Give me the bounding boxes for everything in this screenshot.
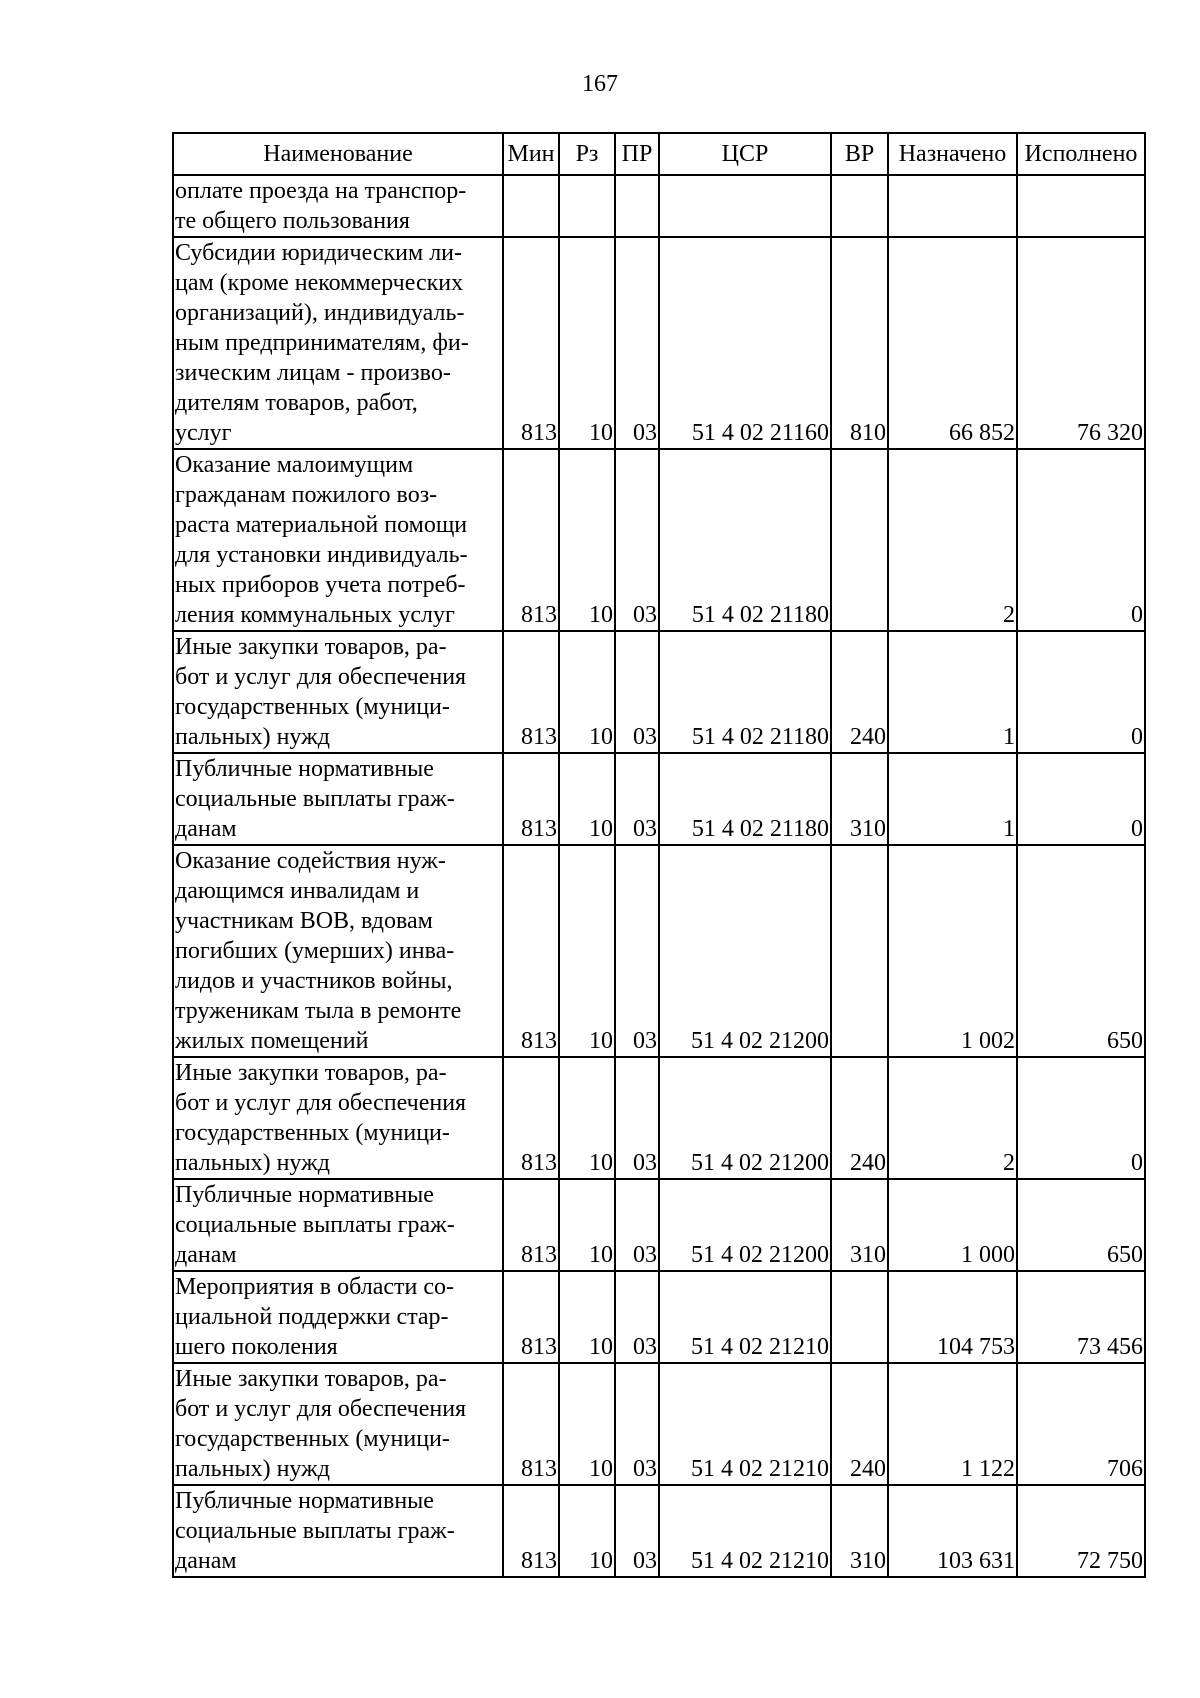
cell-executed: 0 — [1017, 449, 1145, 631]
cell-executed: 650 — [1017, 845, 1145, 1057]
name-line: гражданам пожилого воз- — [175, 482, 438, 508]
name-line: государственных (муници- — [175, 694, 450, 720]
cell-executed: 0 — [1017, 631, 1145, 753]
header-vr: ВР — [831, 133, 888, 175]
cell-csr: 51 4 02 21200 — [659, 1057, 831, 1179]
table-row — [173, 845, 1145, 1057]
cell-assigned: 103 631 — [888, 1485, 1017, 1577]
name-line: социальные выплаты граж- — [175, 1212, 455, 1238]
name-line: участникам ВОВ, вдовам — [175, 908, 433, 934]
name-line: государственных (муници- — [175, 1120, 450, 1146]
cell-assigned: 1 — [888, 753, 1017, 845]
cell-vr: 810 — [831, 237, 888, 449]
cell-pr: 03 — [615, 845, 659, 1057]
name-line: Оказание содействия нуж- — [175, 848, 446, 874]
cell-pr: 03 — [615, 631, 659, 753]
header-executed: Исполнено — [1017, 133, 1145, 175]
cell-rz: 10 — [559, 1271, 615, 1363]
cell-rz: 10 — [559, 631, 615, 753]
name-line: Иные закупки товаров, ра- — [175, 1366, 447, 1392]
cell-min: 813 — [503, 1363, 559, 1485]
cell-executed: 76 320 — [1017, 237, 1145, 449]
table-row — [173, 631, 1145, 753]
cell-min: 813 — [503, 631, 559, 753]
table-row — [173, 449, 1145, 631]
cell-name — [173, 1363, 503, 1485]
cell-vr — [831, 449, 888, 631]
header-min: Мин — [503, 133, 559, 175]
cell-csr — [659, 175, 831, 237]
cell-vr: 310 — [831, 1179, 888, 1271]
cell-min: 813 — [503, 1485, 559, 1577]
name-line: цам (кроме некоммерческих — [175, 270, 464, 296]
cell-pr — [615, 175, 659, 237]
name-line: для установки индивидуаль- — [175, 542, 468, 568]
name-line: государственных (муници- — [175, 1426, 450, 1452]
cell-min: 813 — [503, 449, 559, 631]
name-line: циальной поддержки стар- — [175, 1304, 449, 1330]
table-row — [173, 1363, 1145, 1485]
table-header-row — [173, 133, 1145, 175]
cell-min: 813 — [503, 1271, 559, 1363]
cell-rz: 10 — [559, 237, 615, 449]
cell-name — [173, 753, 503, 845]
table-row — [173, 1179, 1145, 1271]
cell-csr: 51 4 02 21180 — [659, 631, 831, 753]
cell-assigned: 66 852 — [888, 237, 1017, 449]
table-row — [173, 1485, 1145, 1577]
name-line: бот и услуг для обеспечения — [175, 1090, 467, 1116]
budget-table — [172, 132, 1146, 1578]
cell-rz: 10 — [559, 449, 615, 631]
table-row — [173, 237, 1145, 449]
name-line: раста материальной помощи — [175, 512, 468, 538]
name-line: Иные закупки товаров, ра- — [175, 634, 447, 660]
table-row — [173, 1057, 1145, 1179]
cell-vr: 240 — [831, 1057, 888, 1179]
cell-executed: 0 — [1017, 1057, 1145, 1179]
cell-min — [503, 175, 559, 237]
cell-csr: 51 4 02 21210 — [659, 1485, 831, 1577]
header-rz: Рз — [559, 133, 615, 175]
cell-executed: 73 456 — [1017, 1271, 1145, 1363]
cell-assigned: 1 — [888, 631, 1017, 753]
cell-name — [173, 1057, 503, 1179]
cell-rz: 10 — [559, 753, 615, 845]
cell-min: 813 — [503, 237, 559, 449]
name-line: Иные закупки товаров, ра- — [175, 1060, 447, 1086]
cell-vr — [831, 1271, 888, 1363]
cell-assigned: 2 — [888, 449, 1017, 631]
cell-rz: 10 — [559, 1485, 615, 1577]
cell-name — [173, 1179, 503, 1271]
cell-name — [173, 237, 503, 449]
name-line: социальные выплаты граж- — [175, 1518, 455, 1544]
header-assigned: Назначено — [888, 133, 1017, 175]
cell-rz — [559, 175, 615, 237]
cell-csr: 51 4 02 21200 — [659, 845, 831, 1057]
cell-rz: 10 — [559, 1179, 615, 1271]
cell-name — [173, 631, 503, 753]
name-line: шего поколения — [175, 1334, 338, 1360]
name-line: Публичные нормативные — [175, 756, 434, 782]
name-line: пальных) нужд — [175, 724, 330, 750]
cell-pr: 03 — [615, 237, 659, 449]
cell-assigned: 2 — [888, 1057, 1017, 1179]
cell-pr: 03 — [615, 1363, 659, 1485]
cell-name — [173, 845, 503, 1057]
cell-assigned — [888, 175, 1017, 237]
cell-pr: 03 — [615, 449, 659, 631]
cell-rz: 10 — [559, 845, 615, 1057]
name-line: Оказание малоимущим — [175, 452, 414, 478]
page-number: 167 — [582, 71, 618, 97]
cell-vr: 240 — [831, 631, 888, 753]
name-line: Публичные нормативные — [175, 1488, 434, 1514]
cell-min: 813 — [503, 1057, 559, 1179]
table-body — [173, 175, 1145, 1577]
cell-min: 813 — [503, 753, 559, 845]
cell-name — [173, 175, 503, 237]
cell-min: 813 — [503, 845, 559, 1057]
cell-vr — [831, 845, 888, 1057]
header-name: Наименование — [173, 133, 503, 175]
cell-csr: 51 4 02 21210 — [659, 1271, 831, 1363]
cell-vr: 240 — [831, 1363, 888, 1485]
name-line: данам — [175, 816, 237, 842]
name-line: дителям товаров, работ, — [175, 390, 418, 416]
cell-name — [173, 1485, 503, 1577]
cell-csr: 51 4 02 21180 — [659, 449, 831, 631]
name-line: пальных) нужд — [175, 1456, 330, 1482]
cell-executed: 650 — [1017, 1179, 1145, 1271]
name-line: организаций), индивидуаль- — [175, 300, 465, 326]
name-line: дающимся инвалидам и — [175, 878, 420, 904]
name-line: погибших (умерших) инва- — [175, 938, 455, 964]
name-line: Субсидии юридическим ли- — [175, 240, 463, 266]
cell-csr: 51 4 02 21200 — [659, 1179, 831, 1271]
cell-name — [173, 1271, 503, 1363]
cell-assigned: 1 122 — [888, 1363, 1017, 1485]
name-line: ных приборов учета потреб- — [175, 572, 466, 598]
cell-csr: 51 4 02 21160 — [659, 237, 831, 449]
name-line: зическим лицам - произво- — [175, 360, 451, 386]
cell-assigned: 1 002 — [888, 845, 1017, 1057]
cell-pr: 03 — [615, 1179, 659, 1271]
name-line: жилых помещений — [175, 1028, 369, 1054]
cell-executed: 706 — [1017, 1363, 1145, 1485]
cell-name — [173, 449, 503, 631]
table-row — [173, 753, 1145, 845]
cell-assigned: 104 753 — [888, 1271, 1017, 1363]
cell-vr: 310 — [831, 1485, 888, 1577]
cell-rz: 10 — [559, 1057, 615, 1179]
header-pr: ПР — [615, 133, 659, 175]
cell-vr: 310 — [831, 753, 888, 845]
cell-executed: 0 — [1017, 753, 1145, 845]
cell-pr: 03 — [615, 1057, 659, 1179]
cell-csr: 51 4 02 21210 — [659, 1363, 831, 1485]
name-line: Мероприятия в области со- — [175, 1274, 454, 1300]
cell-pr: 03 — [615, 1485, 659, 1577]
name-line: бот и услуг для обеспечения — [175, 1396, 467, 1422]
name-line: данам — [175, 1548, 237, 1574]
name-line: труженикам тыла в ремонте — [175, 998, 462, 1024]
name-line: пальных) нужд — [175, 1150, 330, 1176]
name-line: ным предпринимателям, фи- — [175, 330, 469, 356]
cell-csr: 51 4 02 21180 — [659, 753, 831, 845]
name-line: те общего пользования — [175, 208, 410, 234]
name-line: Публичные нормативные — [175, 1182, 434, 1208]
cell-executed — [1017, 175, 1145, 237]
header-csr: ЦСР — [659, 133, 831, 175]
name-line: услуг — [175, 420, 232, 446]
cell-pr: 03 — [615, 1271, 659, 1363]
cell-assigned: 1 000 — [888, 1179, 1017, 1271]
name-line: бот и услуг для обеспечения — [175, 664, 467, 690]
cell-pr: 03 — [615, 753, 659, 845]
name-line: данам — [175, 1242, 237, 1268]
cell-rz: 10 — [559, 1363, 615, 1485]
cell-min: 813 — [503, 1179, 559, 1271]
name-line: ления коммунальных услуг — [175, 602, 455, 628]
name-line: лидов и участников войны, — [175, 968, 453, 994]
cell-vr — [831, 175, 888, 237]
table-row — [173, 175, 1145, 237]
name-line: оплате проезда на транспор- — [175, 178, 467, 204]
name-line: социальные выплаты граж- — [175, 786, 455, 812]
table-row — [173, 1271, 1145, 1363]
cell-executed: 72 750 — [1017, 1485, 1145, 1577]
